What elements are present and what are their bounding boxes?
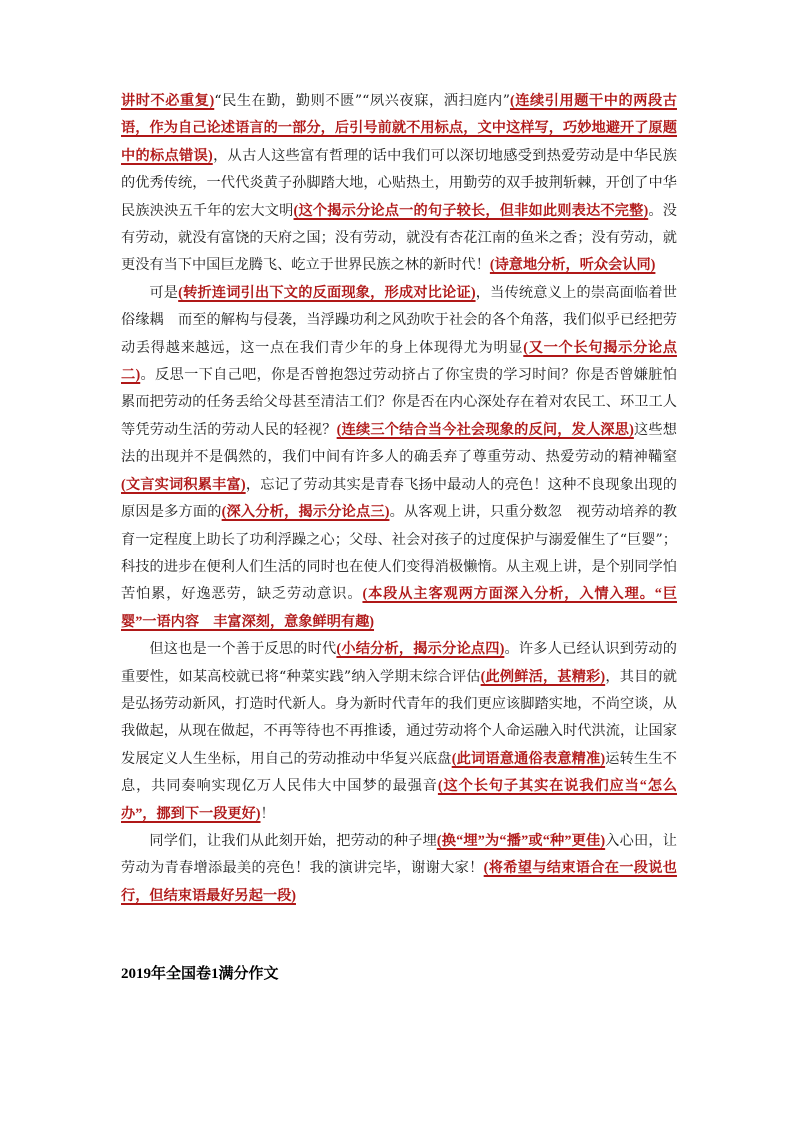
paragraph-2 <box>121 280 677 636</box>
annotation-note: (这个揭示分论点一的句子较长，但非如此则表达不完整) <box>293 202 649 219</box>
annotation-note: (转折连词引出下文的反面现象，形成对比论证) <box>178 284 476 301</box>
essay-text: 。许多人已经认识到劳动的重要性，如某高校就已将“种菜实践”纳入学期末综合评估 <box>121 641 677 685</box>
essay-text: ！ <box>260 805 275 822</box>
annotation-note: 讲时不必重复) <box>121 93 215 109</box>
annotation-note: (换“埋”为“播”或“种”更佳) <box>436 832 606 849</box>
essay-text: ，其目的就是弘扬劳动新风，打造时代新人。身为新时代青年的我们更应该脚踏实地，不尚空谈，从我做起，从现在做起，不再等待也不再推诿，通过劳动将个人命运融入时代洪流，让国家发展定义人生坐标，用自己的劳动推动中华复兴底盘 <box>121 668 677 767</box>
annotation-note: (连续引用题干中的两段古语，作为自己论述语言的一部分，后引号前就不用标点，文中这样写，巧妙地避开了原题中的标点错误) <box>121 93 677 164</box>
essay-text: 可是 <box>149 284 179 301</box>
paragraph-3 <box>121 636 677 828</box>
annotation-note: (文言实词积累丰富) <box>121 476 246 493</box>
essay-text: 运转生生不息，共同奏响实现亿万人民伟大中国梦的最强音 <box>121 750 677 795</box>
paragraph-4 <box>121 828 677 910</box>
essay-text: 入心田，让劳动为青春增添最美的亮色！我的演讲完毕，谢谢大家！ <box>121 832 677 877</box>
essay-text: ，从古人这些富有哲理的话中我们可以深切地感受到热爱劳动是中华民族的优秀传统，一代代炎黄子孙脚踏大地，心贴热土，用勤劳的双手披荆斩棘，开创了中华民族泱泱五千年的宏大文明 <box>121 147 677 219</box>
essay-text: “民生在勤，勤则不匮”“夙兴夜寐，洒扫庭内” <box>214 93 510 109</box>
annotation-note: (将希望与结束语合在一段说也行，但结束语最好另起一段) <box>121 860 677 904</box>
essay-text: ，当传统意义上的崇高面临着世俗缘耦 而至的解构与侵袭，当浮躁功利之风劲吹于社会的各个角落，我们似乎已经把劳动丢得越来越远，这一点在我们青少年的身上体现得尤为明显 <box>121 284 677 356</box>
annotation-note: (连续三个结合当今社会现象的反问，发人深思) <box>336 421 634 438</box>
essay-text: 同学们，让我们从此刻开始，把劳动的种子埋 <box>149 832 437 849</box>
annotation-note: (小结分析，揭示分论点四) <box>336 641 505 658</box>
essay-text: 这些想法的出现并不是偶然的，我们中间有许多人的确丢弃了尊重劳动、热爱劳动的精神鞴窒 <box>121 421 677 466</box>
section-heading: 2019年全国卷1满分作文 <box>121 966 279 982</box>
essay-text: 。从客观上讲，只重分数忽 视劳动培养的教育一定程度上助长了功利浮躁之心；父母、社会对孩子的过度保护与溺爱催生了“巨婴”；科技的进步在便利人们生活的同时也在使人们变得消极懒惰。从主观上讲，是个别同学怕苦怕累，好逸恶劳，缺乏劳动意识。 <box>121 504 677 603</box>
essay-text: ，忘记了劳动其实是青春飞扬中最动人的亮色！这种不良现象出现的原因是多方面的 <box>121 476 677 521</box>
essay-text: 但这也是一个善于反思的时代 <box>149 641 337 658</box>
annotation-note: (本段从主客观两方面深入分析，入情入理。“巨婴”一语内容 丰富深刻，意象鲜明有趣) <box>121 586 677 630</box>
essay-body <box>121 88 677 910</box>
annotation-note: (此词语意通俗表意精准) <box>451 750 606 767</box>
annotation-note: (诗意地分析，听众会认同) <box>489 257 656 274</box>
essay-text: 。反思一下自己吧，你是否曾抱怨过劳动挤占了你宝贵的学习时间？你是否曾嫌脏怕累而把劳动的任务丢给父母甚至清洁工们？你是否在内心深处存在着对农民工、环卫工人等凭劳动生活的劳动人民的轻视？ <box>121 367 677 438</box>
annotation-note: (此例鲜活，甚精彩) <box>480 668 606 685</box>
annotation-note: (又一个长句揭示分论点二) <box>121 339 677 384</box>
essay-text: 。没有劳动，就没有富饶的天府之国；没有劳动，就没有杏花江南的鱼米之香；没有劳动，就更没有当下中国巨龙腾飞、屹立于世界民族之林的新时代！ <box>121 202 677 274</box>
annotation-note: (深入分析，揭示分论点三) <box>221 504 390 521</box>
paragraph-1 <box>121 88 677 280</box>
annotation-note: (这个长句子其实在说我们应当“怎么办”，挪到下一段更好) <box>121 778 677 822</box>
